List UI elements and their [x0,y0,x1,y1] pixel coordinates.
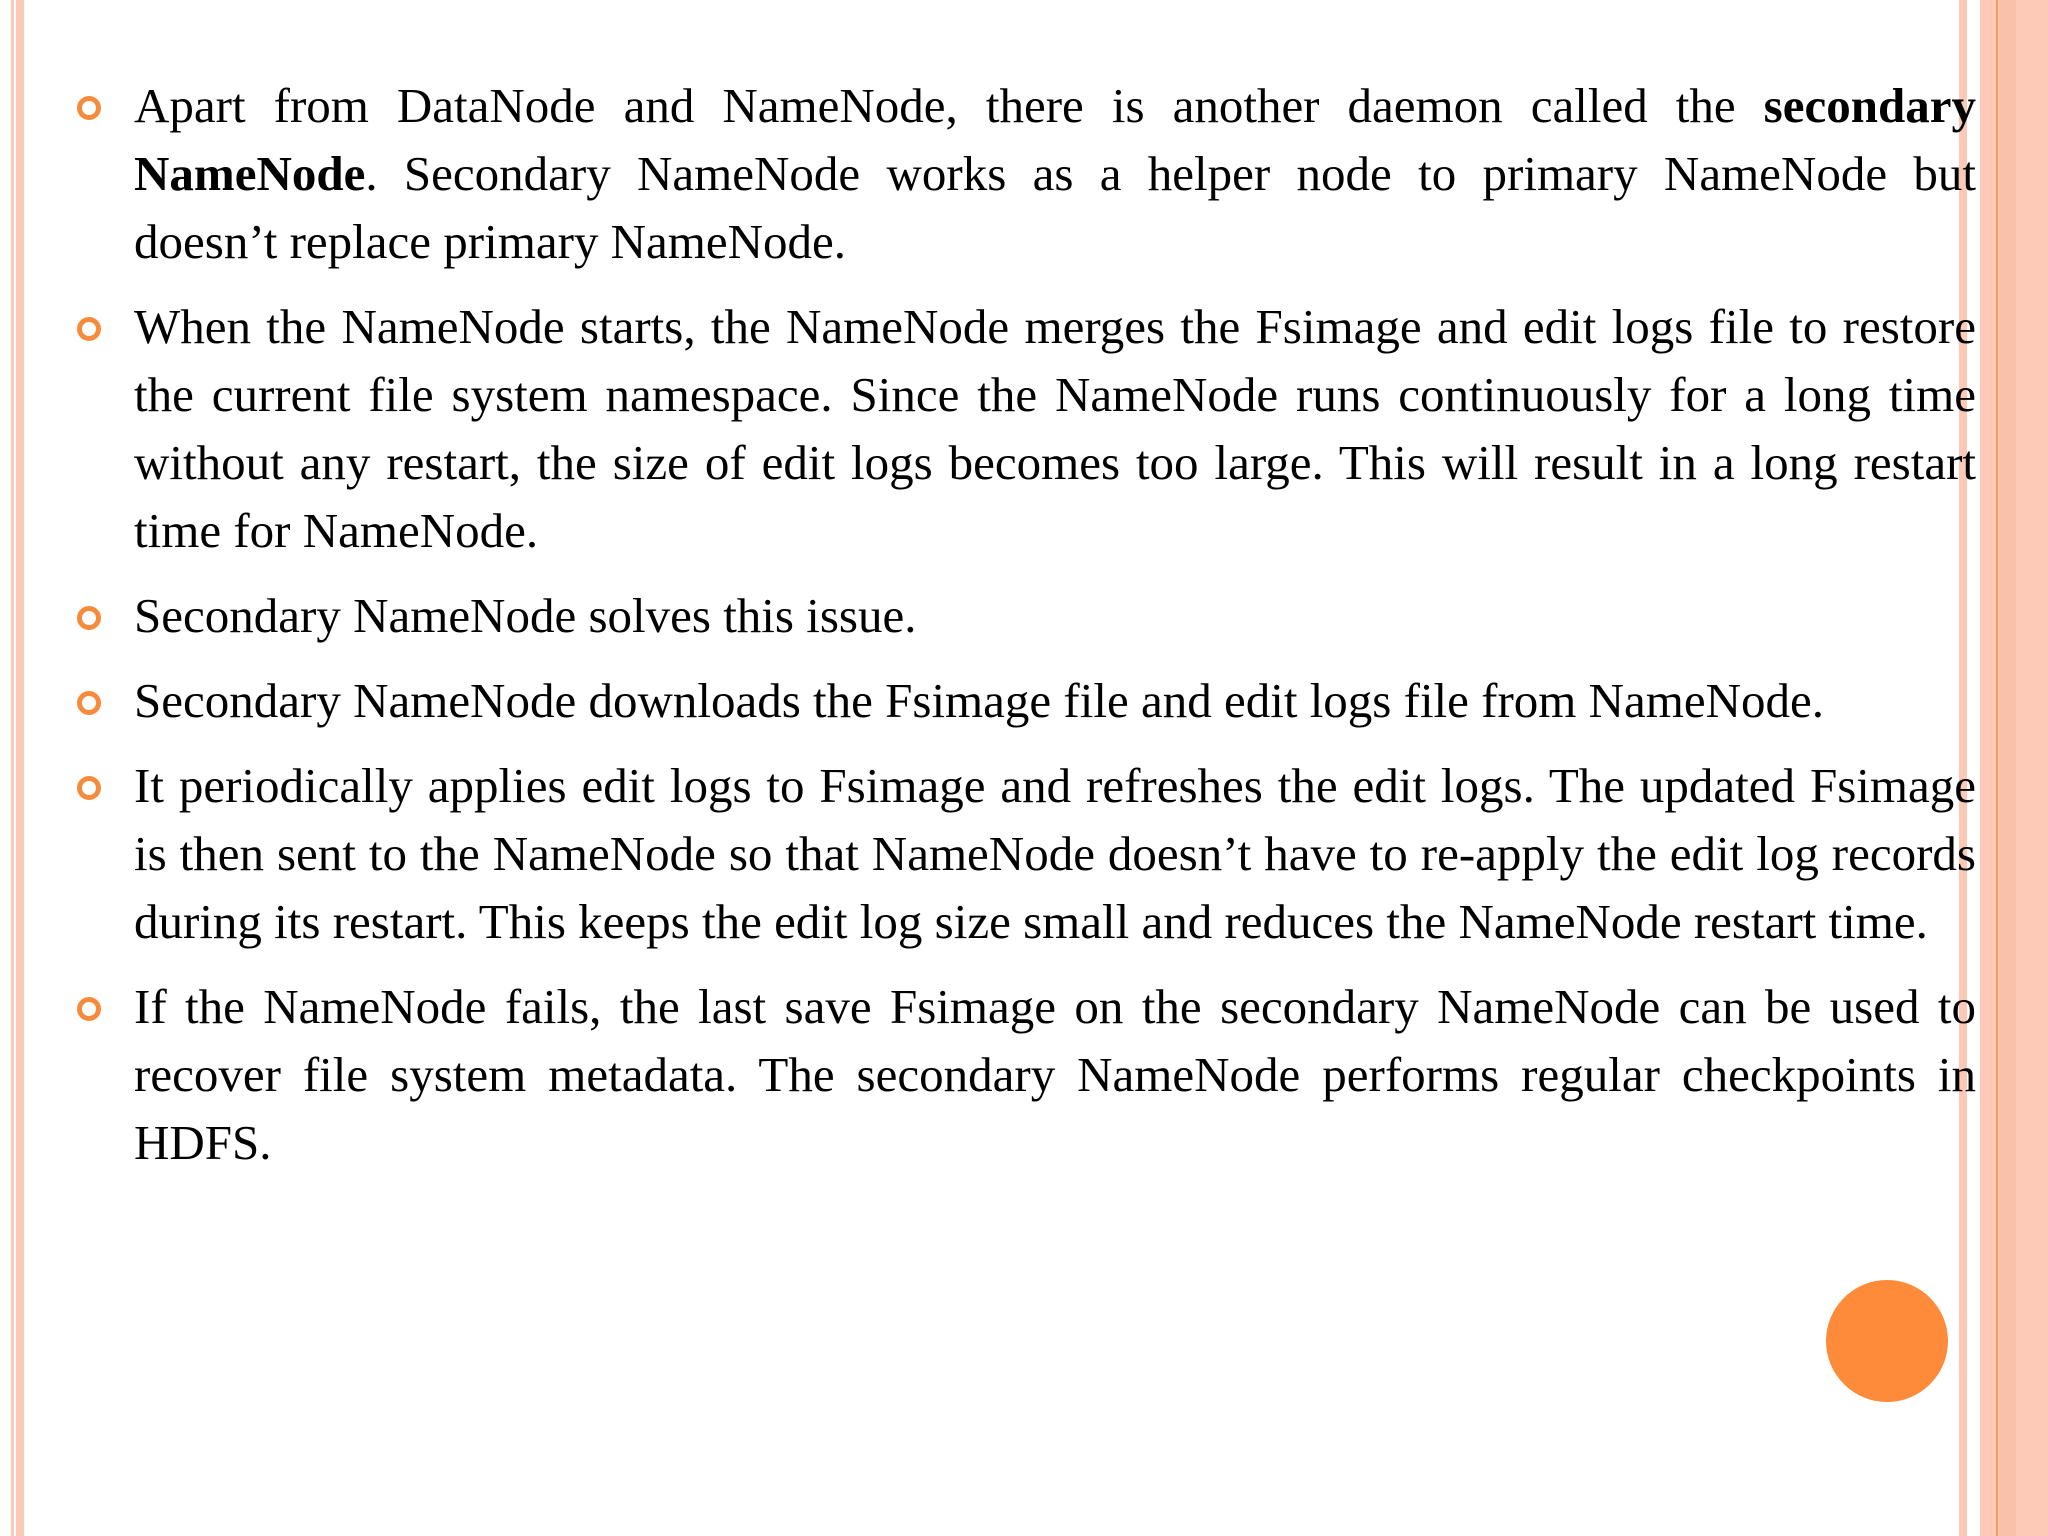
bullet-text: Secondary NameNode solves this issue. [134,588,917,643]
bullet-text: Secondary NameNode downloads the Fsimage file and edit logs file from NameNode. [134,673,1825,728]
bullet-text: When the NameNode starts, the NameNode merges the Fsimage and edit logs file to restore the current file system namespace. Since the NameNode runs continuously for a long time without any restart, the size of edit logs becomes too large. This will result in a long restart time for NameNode. [134,299,1976,558]
bullet-circle-icon [77,96,101,120]
bullet-item [134,293,1976,565]
bullet-item [134,582,1976,650]
bullet-circle-icon [77,606,101,630]
bullet-item [134,72,1976,276]
decorative-orange-circle [1826,1280,1948,1402]
bullet-item [134,752,1976,956]
bullet-text: It periodically applies edit logs to Fsimage and refreshes the edit logs. The updated Fsimage is then sent to the NameNode so that NameNode doesn’t have to re-apply the edit log records during its restart. This keeps the edit log size small and reduces the NameNode restart time. [134,758,1976,949]
bullet-circle-icon [77,317,101,341]
bullet-circle-icon [77,776,101,800]
right-border-orange-line [1996,0,1998,1536]
bullet-item [134,667,1976,735]
bullet-item [134,973,1976,1177]
bullet-bold-text: secondary NameNode [134,78,1976,201]
bullet-text: If the NameNode fails, the last save Fsimage on the secondary NameNode can be used to recover file system metadata. The secondary NameNode performs regular checkpoints in HDFS. [134,979,1976,1170]
left-border-stripe [16,0,24,1536]
left-border-line [11,0,14,1536]
bullet-text: Apart from DataNode and NameNode, there is another daemon called the [134,78,1764,133]
bullet-circle-icon [77,691,101,715]
bullet-circle-icon [77,997,101,1021]
slide-content [134,72,1976,1194]
bullet-text: . Secondary NameNode works as a helper node to primary NameNode but doesn’t replace primary NameNode. [134,146,1976,269]
right-border-inner-band [1999,0,2016,1536]
